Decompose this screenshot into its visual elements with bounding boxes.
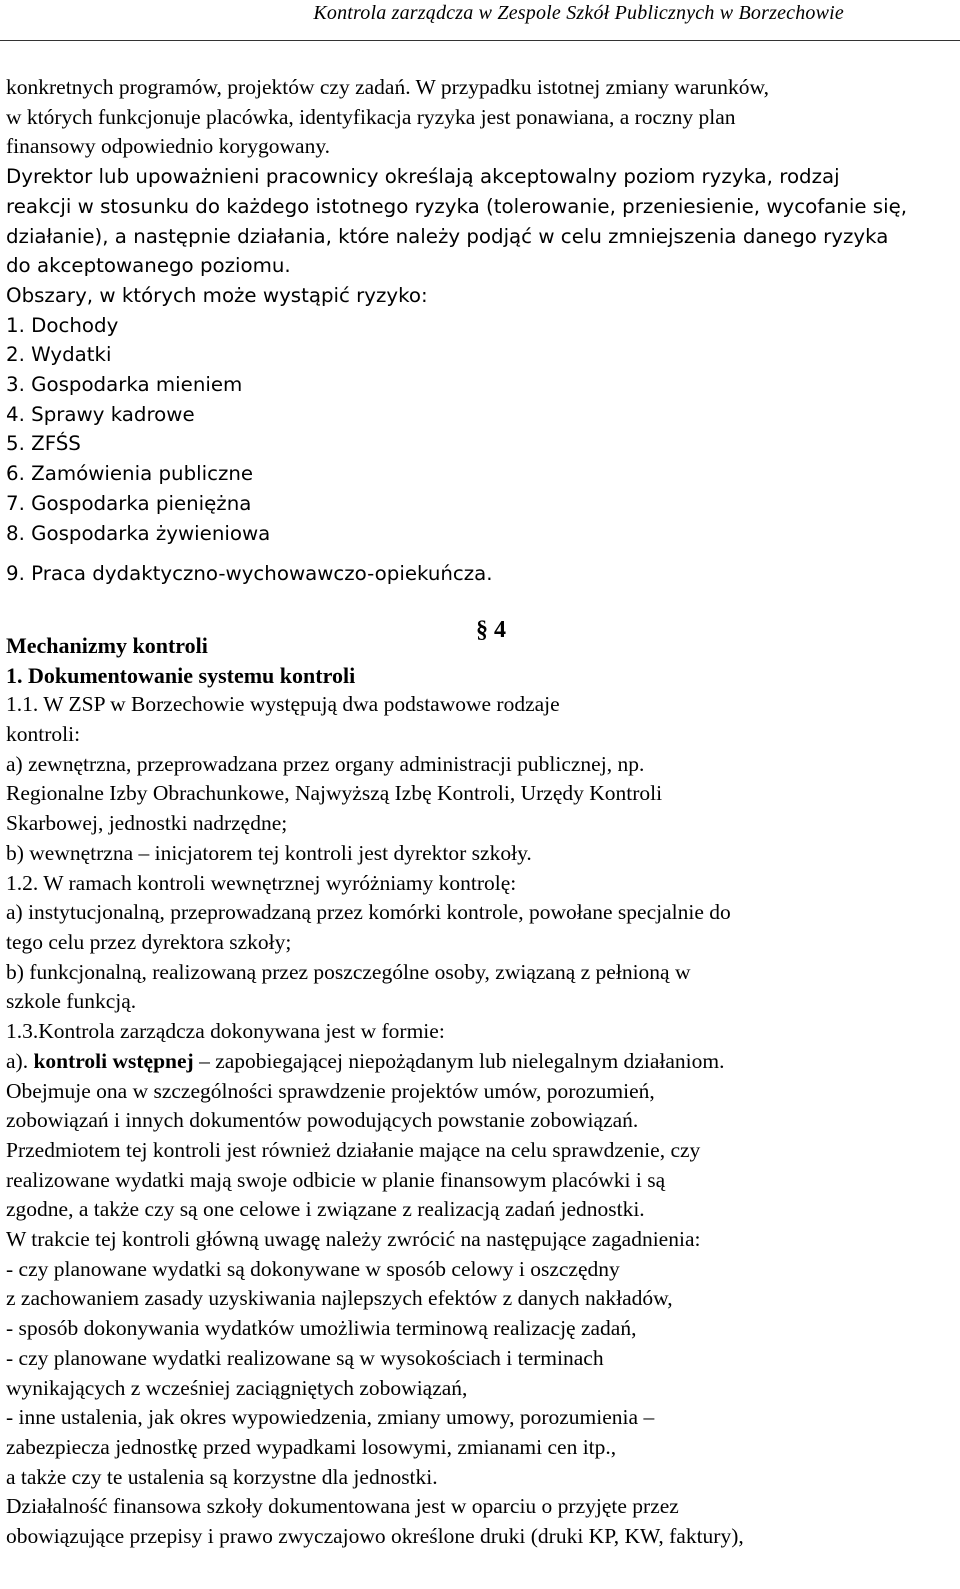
- text-line: finansowy odpowiednio korygowany.: [6, 134, 331, 159]
- text-line: obowiązujące przepisy i prawo zwyczajowo określone druki (druki KP, KW, faktury),: [6, 1524, 744, 1549]
- text-line: Skarbowej, jednostki nadrzędne;: [6, 811, 288, 836]
- text-line: Obejmuje ona w szczególności sprawdzenie projektów umów, porozumień,: [6, 1078, 655, 1103]
- text-line-preliminary-control: [6, 1047, 946, 1077]
- page-header: [0, 0, 960, 41]
- item-prefix: a).: [6, 1048, 34, 1073]
- risk-area-item: 9. Praca dydaktyczno-wychowawczo-opiekuńcza.: [6, 562, 493, 586]
- text-line: konkretnych programów, projektów czy zadań. W przypadku istotnej zmiany warunków,: [6, 75, 770, 99]
- text-line: realizowane wydatki mają swoje odbicie w planie finansowym placówki i są: [6, 1167, 666, 1192]
- risk-area-item: 6. Zamówienia publiczne: [6, 462, 254, 486]
- header-title: Kontrola zarządcza w Zespole Szkół Publicznych w Borzechowie: [313, 2, 844, 24]
- text-line: - czy planowane wydatki są dokonywane w sposób celowy i oszczędny: [6, 1256, 620, 1281]
- text-line: a także czy te ustalenia są korzystne dla jednostki.: [6, 1464, 438, 1489]
- text-line: zabezpiecza jednostkę przed wypadkami losowymi, zmianami cen itp.,: [6, 1434, 617, 1459]
- text-line: Przedmiotem tej kontroli jest również działanie mające na celu sprawdzenie, czy: [6, 1137, 701, 1162]
- item-rest: – zapobiegającej niepożądanym lub nielegalnym działaniom.: [193, 1048, 725, 1073]
- text-line: 1.1. W ZSP w Borzechowie występują dwa podstawowe rodzaje: [6, 692, 560, 717]
- risk-area-item: 8. Gospodarka żywieniowa: [6, 521, 271, 545]
- text-line: b) funkcjonalną, realizowaną przez poszczególne osoby, związaną z pełnioną w: [6, 959, 691, 984]
- risk-area-item: 2. Wydatki: [6, 343, 112, 367]
- text-line: - sposób dokonywania wydatków umożliwia terminową realizację zadań,: [6, 1316, 637, 1341]
- text-line: W trakcie tej kontroli główną uwagę należy zwrócić na następujące zagadnienia:: [6, 1227, 701, 1252]
- risk-area-item: 4. Sprawy kadrowe: [6, 402, 195, 426]
- text-line: Dyrektor lub upoważnieni pracownicy określają akceptowalny poziom ryzyka, rodzaj: [6, 165, 840, 189]
- text-line: Obszary, w których może wystąpić ryzyko:: [6, 283, 428, 307]
- text-line: Działalność finansowa szkoły dokumentowana jest w oparciu o przyjęte przez: [6, 1494, 679, 1519]
- text-line: b) wewnętrzna – inicjatorem tej kontroli jest dyrektor szkoły.: [6, 840, 532, 865]
- text-line: reakcji w stosunku do każdego istotnego ryzyka (tolerowanie, przeniesienie, wycofanie się,: [6, 194, 908, 218]
- text-line: 1.3.Kontrola zarządcza dokonywana jest w formie:: [6, 1019, 445, 1044]
- subsection-title: 1. Dokumentowanie systemu kontroli: [6, 662, 356, 688]
- text-line: wynikających z wcześniej zaciągniętych zobowiązań,: [6, 1375, 468, 1400]
- text-line: działanie), a następnie działania, które należy podjąć w celu zmniejszenia danego ryzyka: [6, 224, 889, 248]
- risk-area-item: 5. ZFŚS: [6, 432, 81, 456]
- text-line: szkole funkcją.: [6, 989, 137, 1014]
- risk-area-item: 1. Dochody: [6, 313, 119, 337]
- text-line: a) zewnętrzna, przeprowadzana przez organy administracji publicznej, np.: [6, 751, 645, 776]
- text-line: zgodne, a także czy są one celowe i związane z realizacją zadań jednostki.: [6, 1197, 645, 1222]
- text-line: - czy planowane wydatki realizowane są w wysokościach i terminach: [6, 1345, 604, 1370]
- risk-area-item: 7. Gospodarka pieniężna: [6, 491, 252, 515]
- text-line: do akceptowanego poziomu.: [6, 254, 291, 278]
- text-line: a) instytucjonalną, przeprowadzaną przez komórki kontrole, powołane specjalnie do: [6, 900, 731, 925]
- paragraph-number: § 4: [476, 617, 506, 643]
- text-line: Regionalne Izby Obrachunkowe, Najwyższą Izbę Kontroli, Urzędy Kontroli: [6, 781, 663, 806]
- text-line: 1.2. W ramach kontroli wewnętrznej wyróżniamy kontrolę:: [6, 870, 517, 895]
- text-line: kontroli:: [6, 722, 81, 747]
- text-line: z zachowaniem zasady uzyskiwania najlepszych efektów z danych nakładów,: [6, 1286, 673, 1311]
- text-line: zobowiązań i innych dokumentów powodujących powstanie zobowiązań.: [6, 1108, 639, 1133]
- risk-area-item: 3. Gospodarka mieniem: [6, 373, 243, 397]
- document-body: [6, 73, 946, 1552]
- bold-term: kontroli wstępnej: [33, 1048, 194, 1073]
- text-line: tego celu przez dyrektora szkoły;: [6, 929, 292, 954]
- text-line: - inne ustalenia, jak okres wypowiedzenia, zmiany umowy, porozumienia –: [6, 1405, 655, 1430]
- section-title: Mechanizmy kontroli: [6, 632, 208, 658]
- text-line: w których funkcjonuje placówka, identyfikacja ryzyka jest ponawiana, a roczny plan: [6, 104, 736, 129]
